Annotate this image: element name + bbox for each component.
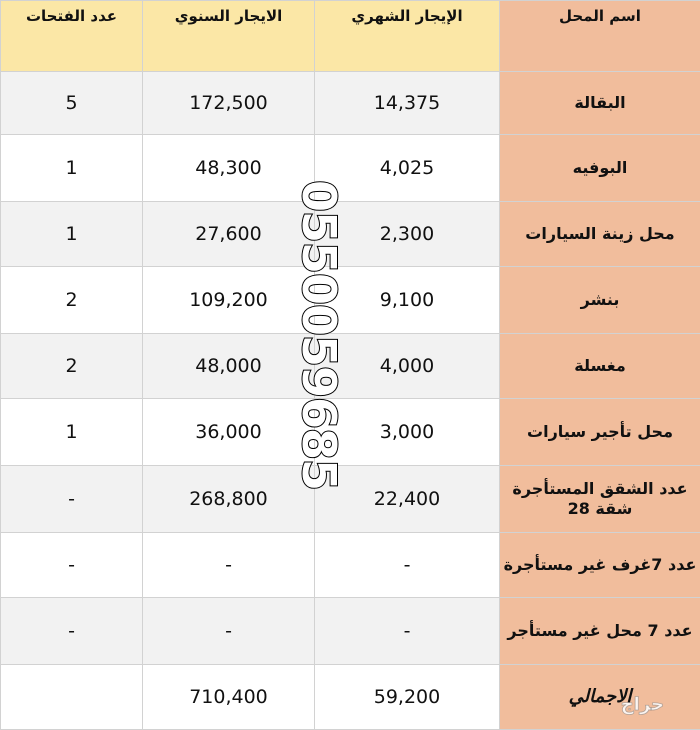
haraj-watermark-logo [566, 691, 666, 717]
cell-shop-name: مغسلة [500, 334, 700, 399]
watermark-icon [566, 691, 666, 717]
shop-name-line-2: شقة 28 [500, 499, 700, 519]
total-annual: 710,400 [143, 665, 315, 730]
cell-annual: - [143, 598, 315, 665]
table-row [1, 72, 700, 135]
total-monthly: 59,200 [315, 665, 500, 730]
cell-openings: - [1, 533, 143, 598]
table-row [1, 202, 700, 267]
table-row [1, 466, 700, 533]
table-row [1, 267, 700, 334]
cell-monthly: 3,000 [315, 399, 500, 466]
cell-monthly: 4,000 [315, 334, 500, 399]
cell-openings: 1 [1, 202, 143, 267]
cell-annual: 268,800 [143, 466, 315, 533]
total-openings [1, 665, 143, 730]
cell-openings: - [1, 598, 143, 665]
table-row [1, 533, 700, 598]
table-row [1, 135, 700, 202]
table-header-row [1, 1, 700, 72]
cell-shop-name: بنشر [500, 267, 700, 334]
cell-monthly: - [315, 533, 500, 598]
cell-monthly: 2,300 [315, 202, 500, 267]
cell-annual: 109,200 [143, 267, 315, 334]
cell-openings: 5 [1, 72, 143, 135]
table-row [1, 399, 700, 466]
table-row [1, 598, 700, 665]
cell-monthly: 9,100 [315, 267, 500, 334]
cell-monthly: 22,400 [315, 466, 500, 533]
cell-openings: 1 [1, 135, 143, 202]
cell-shop-name: محل تأجير سيارات [500, 399, 700, 466]
cell-openings: - [1, 466, 143, 533]
cell-annual: 36,000 [143, 399, 315, 466]
phone-number-overlay [318, 180, 320, 182]
cell-annual: 27,600 [143, 202, 315, 267]
cell-annual: 48,000 [143, 334, 315, 399]
cell-shop-name: البقالة [500, 72, 700, 135]
header-shop-name: اسم المحل [500, 1, 700, 72]
total-label: الاجمالي [500, 665, 700, 730]
cell-annual: - [143, 533, 315, 598]
header-annual-rent: الايجار السنوي [143, 1, 315, 72]
watermark-text: حراج [621, 694, 664, 715]
cell-shop-name [500, 466, 700, 533]
header-openings: عدد الفتحات [1, 1, 143, 72]
cell-annual: 172,500 [143, 72, 315, 135]
cell-openings: 2 [1, 334, 143, 399]
cell-shop-name: عدد 7 محل غير مستأجر [500, 598, 700, 665]
shop-name-line: عدد الشقق المستأجرة [500, 479, 700, 499]
table-row [1, 334, 700, 399]
cell-shop-name: محل زينة السيارات [500, 202, 700, 267]
cell-annual: 48,300 [143, 135, 315, 202]
cell-openings: 2 [1, 267, 143, 334]
cell-monthly: 14,375 [315, 72, 500, 135]
cell-openings: 1 [1, 399, 143, 466]
header-monthly-rent: الإيجار الشهري [315, 1, 500, 72]
cell-shop-name: عدد 7غرف غير مستأجرة [500, 533, 700, 598]
cell-shop-name: البوفيه [500, 135, 700, 202]
cell-monthly: 4,025 [315, 135, 500, 202]
phone-number-text: 0550059685 [296, 180, 342, 490]
cell-monthly: - [315, 598, 500, 665]
